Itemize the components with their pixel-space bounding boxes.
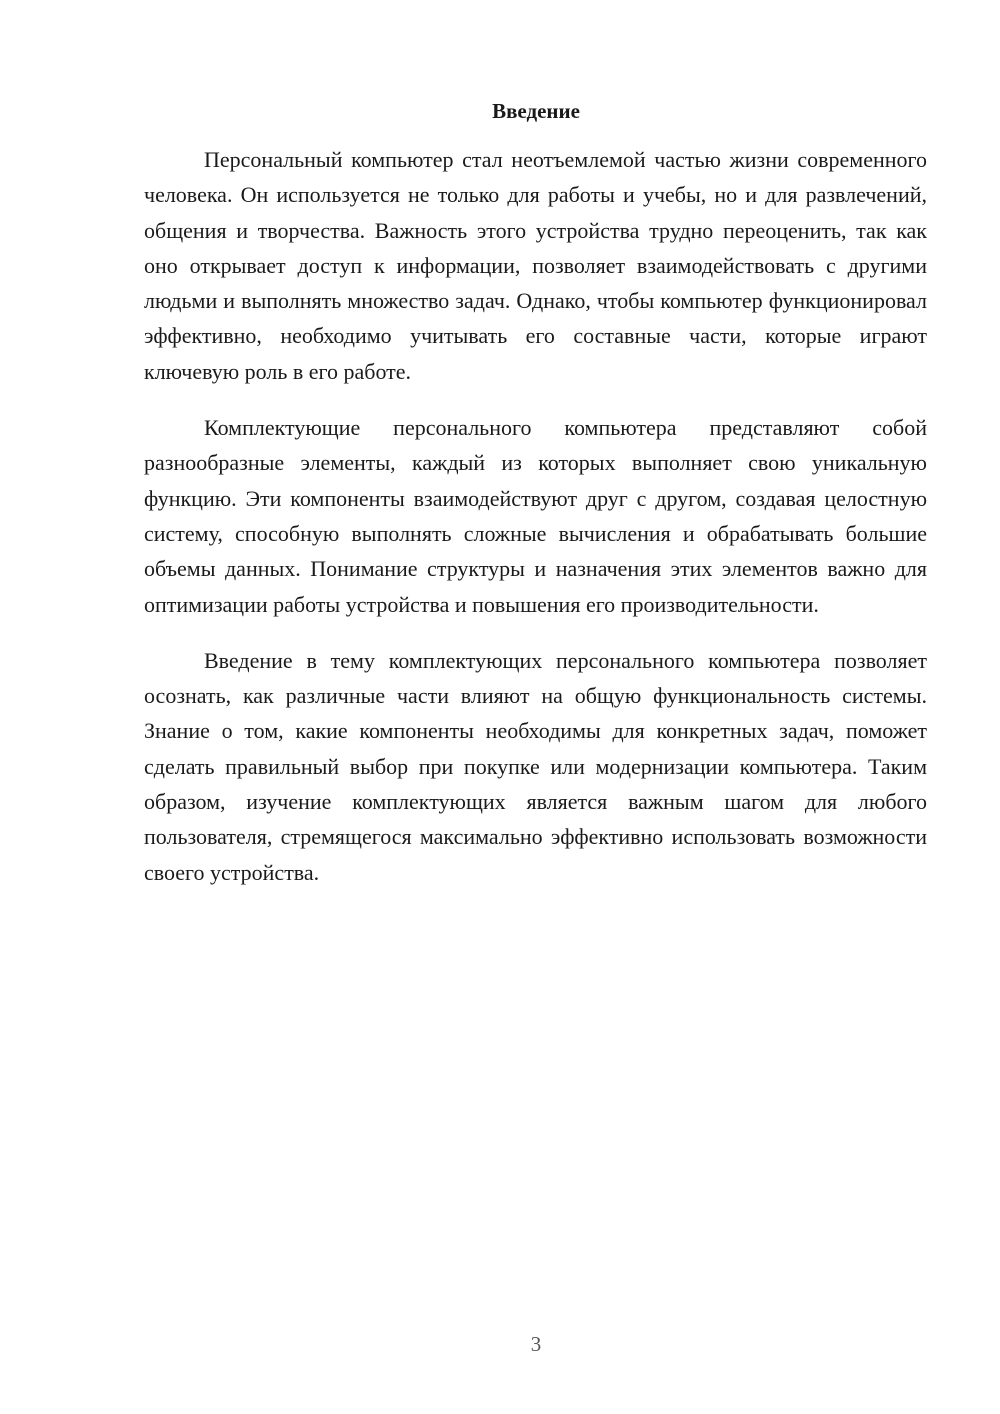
paragraph-1: Персональный компьютер стал неотъемлемой частью жизни современного человека. Он используется не только для работы и учебы, но и для развлечений, общения и творчества. Важность этого устройства трудно переоценить, так как оно открывает доступ к информации, позволяет взаимодействовать с другими людьми и выполнять множество задач. Однако, чтобы компьютер функционировал эффективно, необходимо учитывать его составные части, которые играют ключевую роль в его работе. xyxy=(144,147,927,384)
body-text xyxy=(144,142,927,911)
paragraph-2: Комплектующие персонального компьютера представляют собой разнообразные элементы, каждый из которых выполняет свою уникальную функцию. Эти компоненты взаимодействуют друг с другом, создавая целостную систему, способную выполнять сложные вычисления и обрабатывать большие объемы данных. Понимание структуры и назначения этих элементов важно для оптимизации работы устройства и повышения его производительности. xyxy=(144,415,927,617)
page-number: 3 xyxy=(530,1332,542,1356)
section-heading: Введение xyxy=(492,99,580,123)
paragraph-3: Введение в тему комплектующих персонального компьютера позволяет осознать, как различные части влияют на общую функциональность системы. Знание о том, какие компоненты необходимы для конкретных задач, поможет сделать правильный выбор при покупке или модернизации компьютера. Таким образом, изучение комплектующих является важным шагом для любого пользователя, стремящегося максимально эффективно использовать возможности своего устройства. xyxy=(144,647,927,885)
